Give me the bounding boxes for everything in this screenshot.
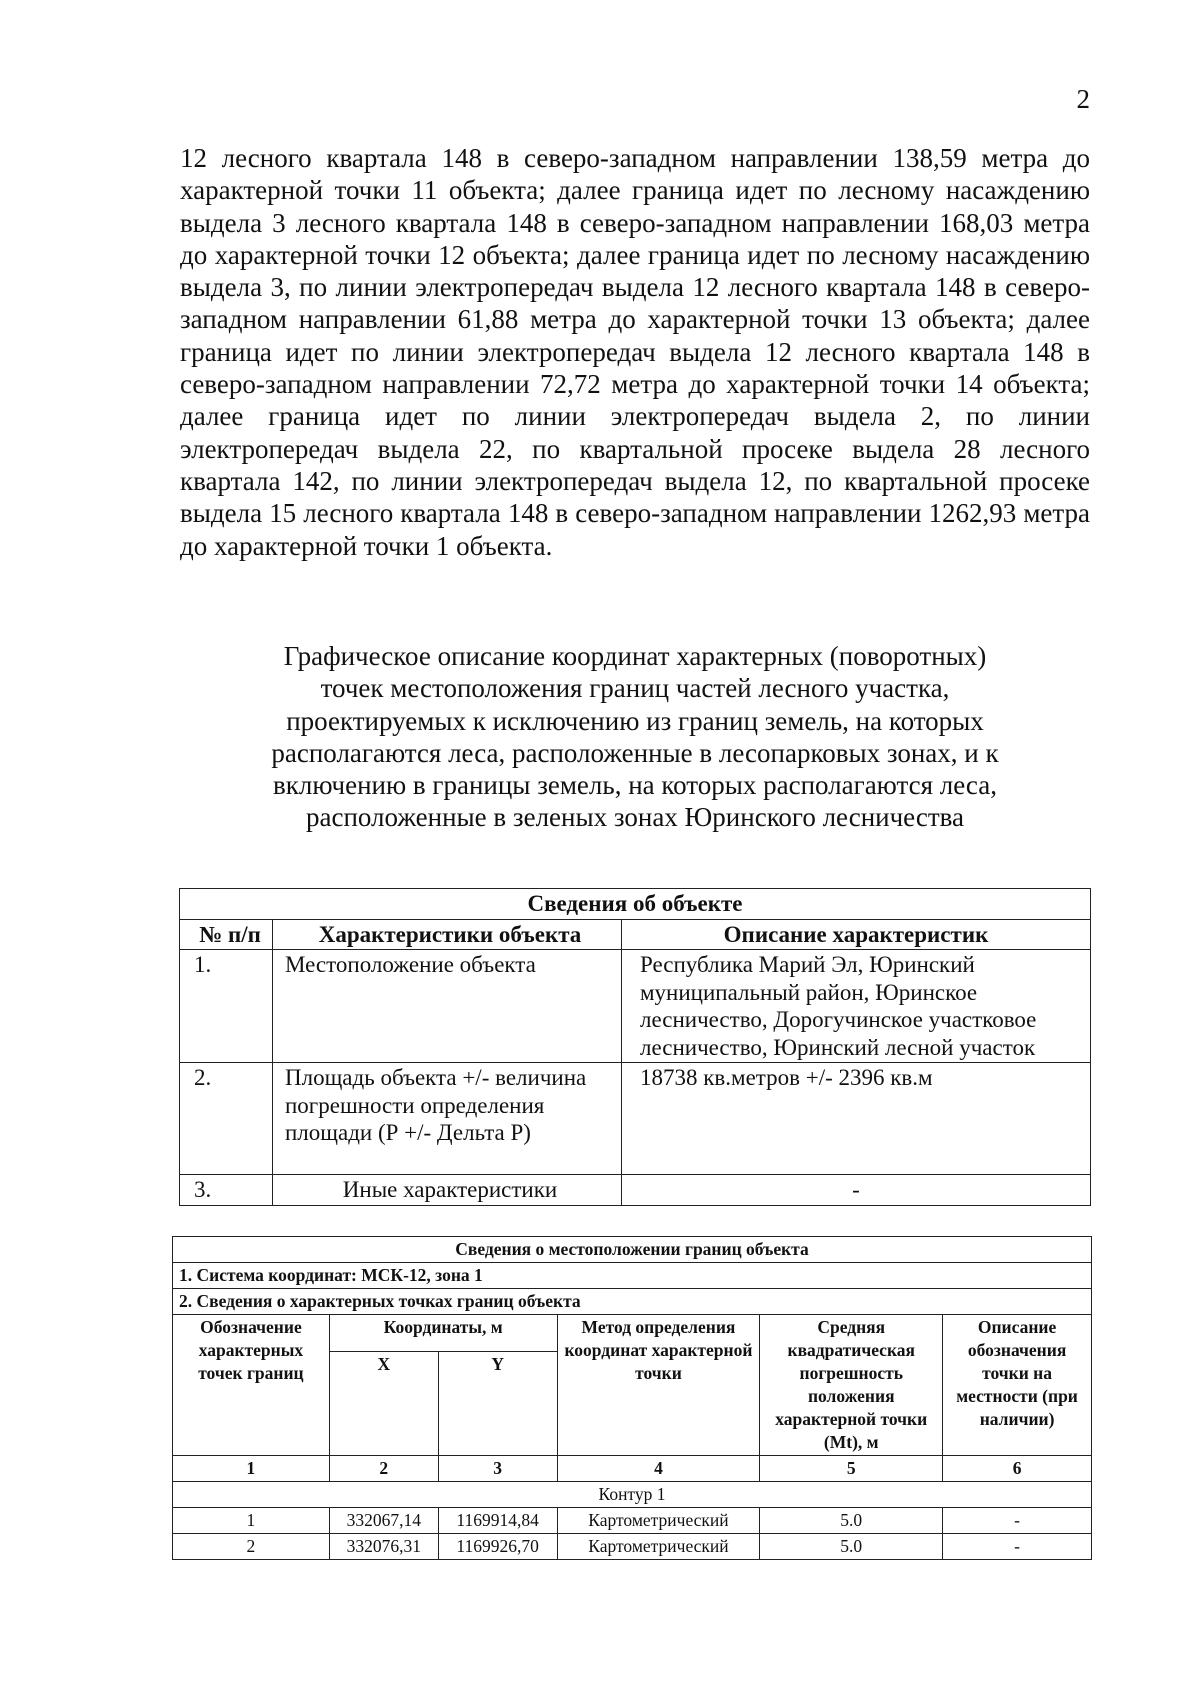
boundary-table — [172, 1236, 1092, 1560]
col-number: 2 — [329, 1456, 438, 1482]
page-number: 2 — [1076, 84, 1090, 114]
row-desc: Республика Марий Эл, Юринский муниципальный район, Юринское лесничество, Дорогучинское участковое лесничество, Юринский лесной участок — [622, 950, 1091, 1063]
heading-line: Графическое описание координат характерных (поворотных) — [283, 641, 987, 671]
row-num: 1. — [180, 950, 273, 1063]
point-id: 1 — [173, 1508, 330, 1534]
contour-label: Контур 1 — [173, 1482, 1092, 1508]
col-number: 4 — [557, 1456, 760, 1482]
point-method: Картометрический — [557, 1508, 760, 1534]
header-num: № п/п — [180, 919, 273, 950]
point-desc: - — [943, 1508, 1092, 1534]
points-caption: 2. Сведения о характерных точках границ объекта — [173, 1289, 1092, 1315]
heading-line: точек местоположения границ частей лесного участка, — [320, 673, 950, 704]
point-desc: - — [943, 1534, 1092, 1560]
point-y: 1169926,70 — [438, 1534, 557, 1560]
table-row — [180, 1175, 1091, 1206]
section-heading — [180, 640, 1090, 834]
boundary-table-title: Сведения о местоположении границ объекта — [173, 1237, 1092, 1263]
coord-system: 1. Система координат: МСК-12, зона 1 — [173, 1263, 1092, 1289]
col-number: 5 — [760, 1456, 943, 1482]
heading-line: расположенные в зеленых зонах Юринского лесничества — [306, 802, 964, 833]
row-num: 2. — [180, 1063, 273, 1175]
header-characteristic: Характеристики объекта — [273, 919, 622, 950]
col-error: Средняя квадратическая погрешность положения характерной точки (Mt), м — [760, 1315, 943, 1456]
heading-line: проектируемых к исключению из границ земель, на которых — [286, 705, 984, 736]
table-row — [180, 1063, 1091, 1175]
point-x: 332067,14 — [329, 1508, 438, 1534]
object-info-table — [179, 888, 1091, 1206]
point-id: 2 — [173, 1534, 330, 1560]
heading-line: располагаются леса, расположенные в лесопарковых зонах, и к — [271, 737, 999, 768]
row-desc: - — [622, 1175, 1091, 1206]
col-number: 1 — [173, 1456, 330, 1482]
header-description: Описание характеристик — [622, 919, 1091, 950]
point-y: 1169914,84 — [438, 1508, 557, 1534]
row-desc: 18738 кв.метров +/- 2396 кв.м — [622, 1063, 1091, 1175]
point-mt: 5.0 — [760, 1534, 943, 1560]
table-row — [180, 950, 1091, 1063]
row-name: Местоположение объекта — [273, 950, 622, 1063]
object-table-title: Сведения об объекте — [180, 889, 1091, 920]
col-number: 3 — [438, 1456, 557, 1482]
col-method: Метод определения координат характерной точки — [557, 1315, 760, 1456]
col-number: 6 — [943, 1456, 1092, 1482]
table-row — [173, 1508, 1092, 1534]
point-mt: 5.0 — [760, 1508, 943, 1534]
col-coords: Координаты, м — [329, 1315, 557, 1352]
row-num: 3. — [180, 1175, 273, 1206]
table-row — [173, 1534, 1092, 1560]
col-designation: Обозначение характерных точек границ — [173, 1315, 330, 1456]
row-name: Площадь объекта +/- величина погрешности определения площади (Р +/- Дельта Р) — [273, 1063, 622, 1175]
col-description: Описание обозначения точки на местности (при наличии) — [943, 1315, 1092, 1456]
row-name: Иные характеристики — [273, 1175, 622, 1206]
point-method: Картометрический — [557, 1534, 760, 1560]
heading-line: включению в границы земель, на которых располагаются леса, — [273, 770, 997, 801]
col-y: Y — [438, 1352, 557, 1456]
point-x: 332076,31 — [329, 1534, 438, 1560]
body-paragraph: 12 лесного квартала 148 в северо-западном направлении 138,59 метра до характерной точки 11 объекта; далее граница идет по лесному насаждению выдела 3 лесного квартала 148 в северо-западном направлении 168,03 метра до характерной точки 12 объекта; далее граница идет по лесному насаждению выдела 3, по линии электропередач выдела 12 лесного квартала 148 в северо-западном направлении 61,88 метра до характерной точки 13 объекта; далее граница идет по линии электропередач выдела 12 лесного квартала 148 в северо-западном направлении 72,72 метра до характерной точки 14 объекта; далее граница идет по линии электропередач выдела 2, по линии электропередач выдела 22, по квартальной просеке выдела 28 лесного квартала 142, по линии электропередач выдела 12, по квартальной просеке выдела 15 лесного квартала 148 в северо-западном направлении 1262,93 метра до характерной точки 1 объекта. — [180, 143, 1090, 561]
col-x: X — [329, 1352, 438, 1456]
